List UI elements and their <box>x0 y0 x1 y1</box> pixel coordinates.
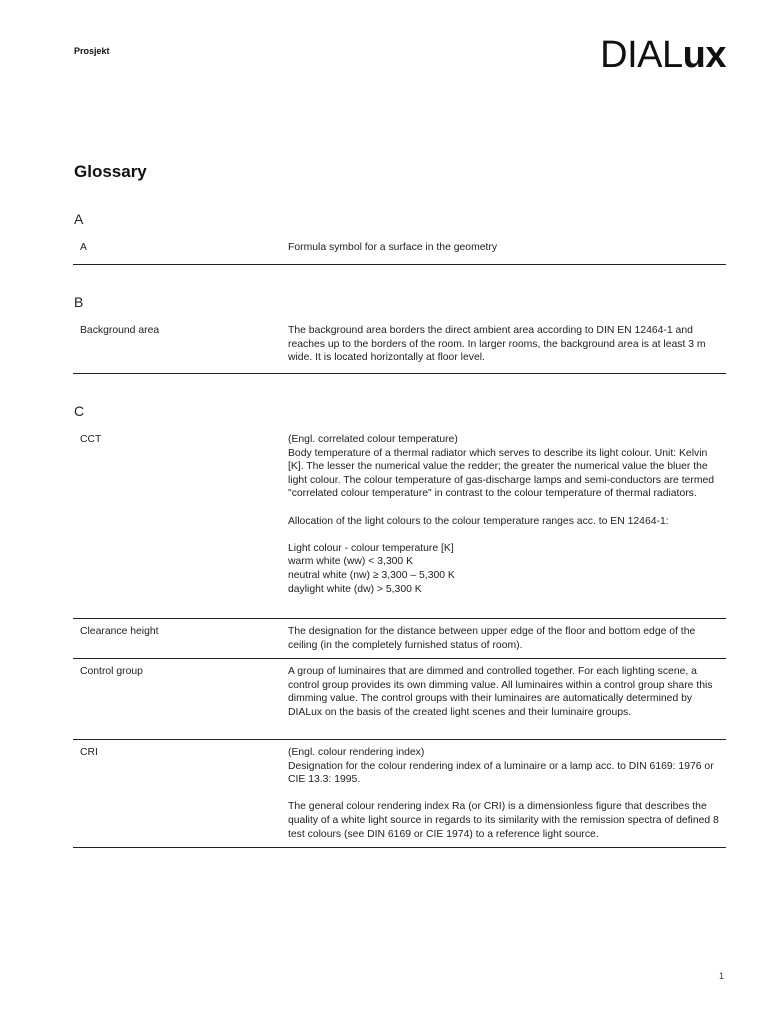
entry-definition <box>288 746 726 847</box>
glossary-entry <box>73 740 726 848</box>
section-letter: C <box>74 403 85 419</box>
entry-definition <box>288 433 726 618</box>
entry-definition <box>288 241 726 264</box>
page-number: 1 <box>718 971 724 981</box>
glossary-entry <box>73 433 726 619</box>
section-letter: A <box>74 211 84 227</box>
definition-paragraph: Formula symbol for a surface in the geometry <box>288 242 498 253</box>
glossary-section-c <box>73 403 726 848</box>
dialux-logo <box>600 36 726 74</box>
entry-term: CCT <box>80 434 102 445</box>
glossary-entry <box>73 659 726 740</box>
entry-term: Control group <box>80 666 143 677</box>
entry-term: Background area <box>80 325 160 336</box>
definition-paragraph: The general colour rendering index Ra (or CRI) is a dimensionless figure that describes the quality of a white light source in regards to its similarity with the remission spectra of defined 8 test colours (see DIN 6169 or CIE 1974) to a reference light source. <box>288 801 719 840</box>
definition-paragraph: The designation for the distance between upper edge of the floor and bottom edge of the ceiling (in the completely furnished status of room). <box>288 626 696 651</box>
entry-definition <box>288 665 726 739</box>
logo-bold-part: ux <box>682 34 726 76</box>
glossary-section-b <box>73 294 726 374</box>
logo-light-part: DIAL <box>600 34 683 76</box>
entry-term: Clearance height <box>80 626 159 637</box>
entry-definition <box>288 625 726 658</box>
entry-term: CRI <box>80 747 98 758</box>
definition-paragraph: Light colour - colour temperature [K] warm white (ww) < 3,300 K neutral white (nw) ≥ 3,300 – 5,300 K daylight white (dw) > 5,300 K <box>288 542 455 595</box>
project-label: Prosjekt <box>74 46 110 56</box>
entry-definition <box>288 324 726 373</box>
definition-paragraph: (Engl. correlated colour temperature) Body temperature of a thermal radiator which serves to describe its light colour. Unit: Kelvin [K]. The lesser the numerical value the redder; the greater the numerical value the bluer the light colour. The colour temperature of gas-discharge lamps and semi-conductors are termed "correlated colour temperature" in contrast to the colour temperature of thermal radiators. <box>288 434 715 500</box>
glossary-entry <box>73 241 726 265</box>
glossary-section-a <box>73 211 726 265</box>
definition-paragraph: The background area borders the direct ambient area according to DIN EN 12464-1 and reaches up to the borders of the room. In larger rooms, the background area is at least 3 m wide. It is located horizontally at floor level. <box>288 325 706 364</box>
glossary-entry <box>73 619 726 659</box>
entry-term: A <box>80 242 87 253</box>
glossary-entry <box>73 324 726 374</box>
page-title: Glossary <box>74 162 147 181</box>
definition-paragraph: A group of luminaires that are dimmed and controlled together. For each lighting scene, a control group provides its own dimming value. All luminaires within a control group share this dimming value. The control groups with their luminaires are automatically determined by DIALux on the basis of the created light scenes and their luminaire groups. <box>288 666 713 718</box>
definition-paragraph: (Engl. colour rendering index) Designation for the colour rendering index of a luminaire or a lamp acc. to DIN 6169: 1976 or CIE 13.3: 1995. <box>288 747 714 786</box>
definition-paragraph: Allocation of the light colours to the colour temperature ranges acc. to EN 12464-1: <box>288 515 669 527</box>
section-letter: B <box>74 294 84 310</box>
